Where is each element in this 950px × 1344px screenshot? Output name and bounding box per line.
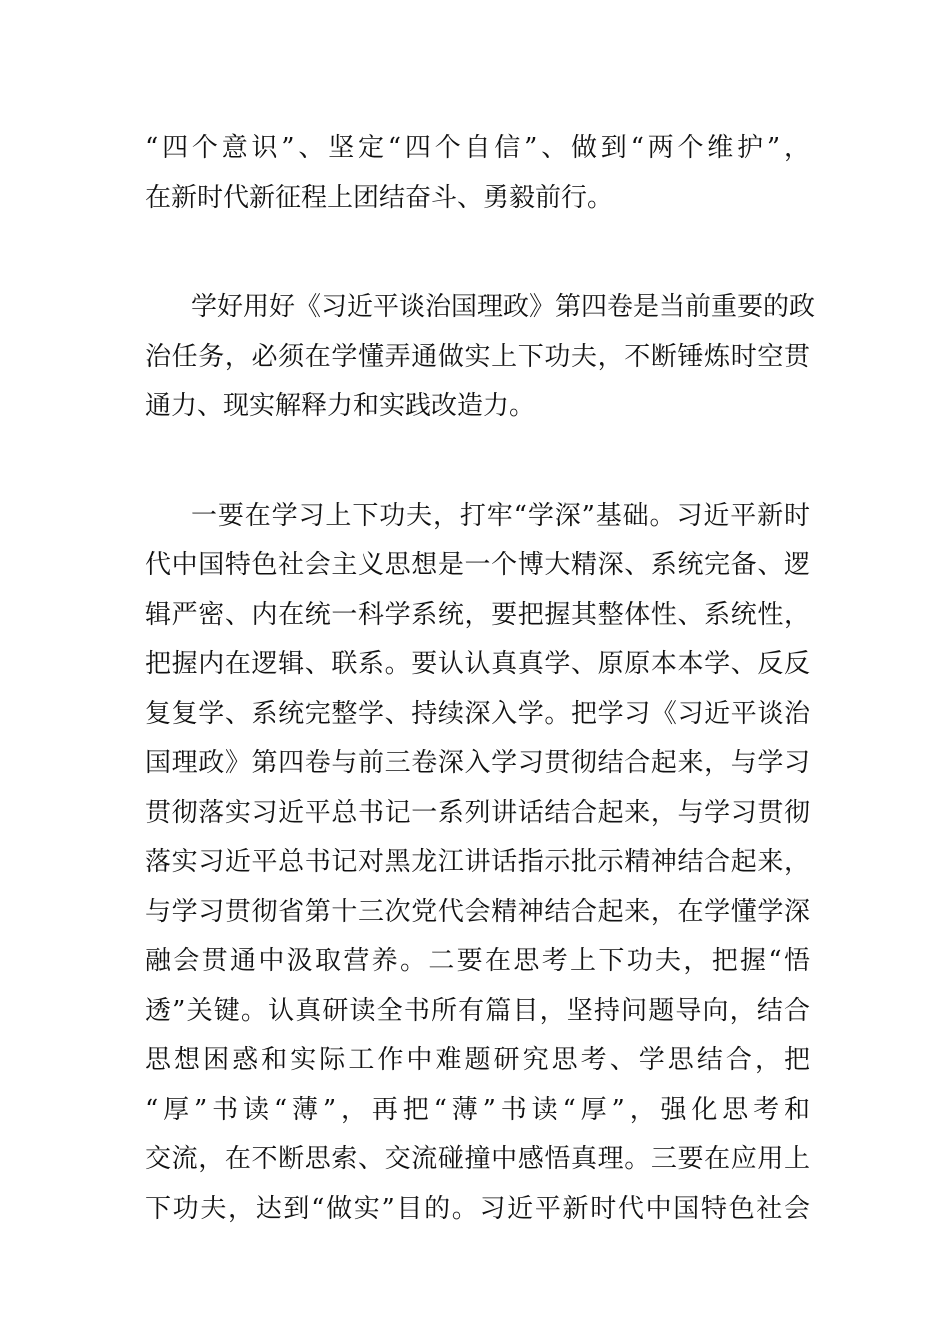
text-line: “四个意识”、坚定“四个自信”、做到“两个维护”， [145,133,810,163]
paragraph-gap [145,432,810,492]
text-line: 通力、现实解释力和实践改造力。 [145,391,536,421]
text-line: 思想困惑和实际工作中难题研究思考、学思结合，把 [145,1045,810,1075]
text-line: 辑严密、内在统一科学系统，要把握其整体性、系统性， [145,599,810,630]
paragraph-gap [145,223,810,283]
paragraph-intro-continuation [145,124,810,223]
text-line: 把握内在逻辑、联系。要认认真真学、原原本本学、反反 [145,649,810,679]
text-line: 国理政》第四卷与前三卷深入学习贯彻结合起来，与学习 [145,748,810,778]
text-line: 贯彻落实习近平总书记一系列讲话结合起来，与学习贯彻 [145,797,810,828]
text-line: “厚”书读“薄”，再把“薄”书读“厚”，强化思考和 [145,1094,810,1125]
text-line: 交流，在不断思索、交流碰撞中感悟真理。三要在应用上 [145,1144,810,1174]
text-line: 下功夫，达到“做实”目的。习近平新时代中国特色社会 [145,1193,810,1224]
text-line: 复复学、系统完整学、持续深入学。把学习《习近平谈治 [145,698,810,729]
text-line: 融会贯通中汲取营养。二要在思考上下功夫，把握“悟 [145,946,810,976]
paragraph-three-requirements [145,492,810,1235]
text-line: 治任务，必须在学懂弄通做实上下功夫，不断锤炼时空贯 [145,341,810,372]
text-line: 学好用好《习近平谈治国理政》第四卷是当前重要的政 [191,292,816,322]
text-line: 代中国特色社会主义思想是一个博大精深、系统完备、逻 [145,550,810,580]
text-line: 一要在学习上下功夫，打牢“学深”基础。习近平新时 [191,500,810,531]
paragraph-study-task [145,283,816,432]
text-line: 落实习近平总书记对黑龙江讲话指示批示精神结合起来， [145,847,810,877]
text-line: 在新时代新征程上团结奋斗、勇毅前行。 [145,182,614,213]
text-line: 透”关键。认真研读全书所有篇目，坚持问题导向，结合 [145,995,810,1026]
document-body [145,124,816,1234]
text-line: 与学习贯彻省第十三次党代会精神结合起来，在学懂学深 [145,896,810,927]
